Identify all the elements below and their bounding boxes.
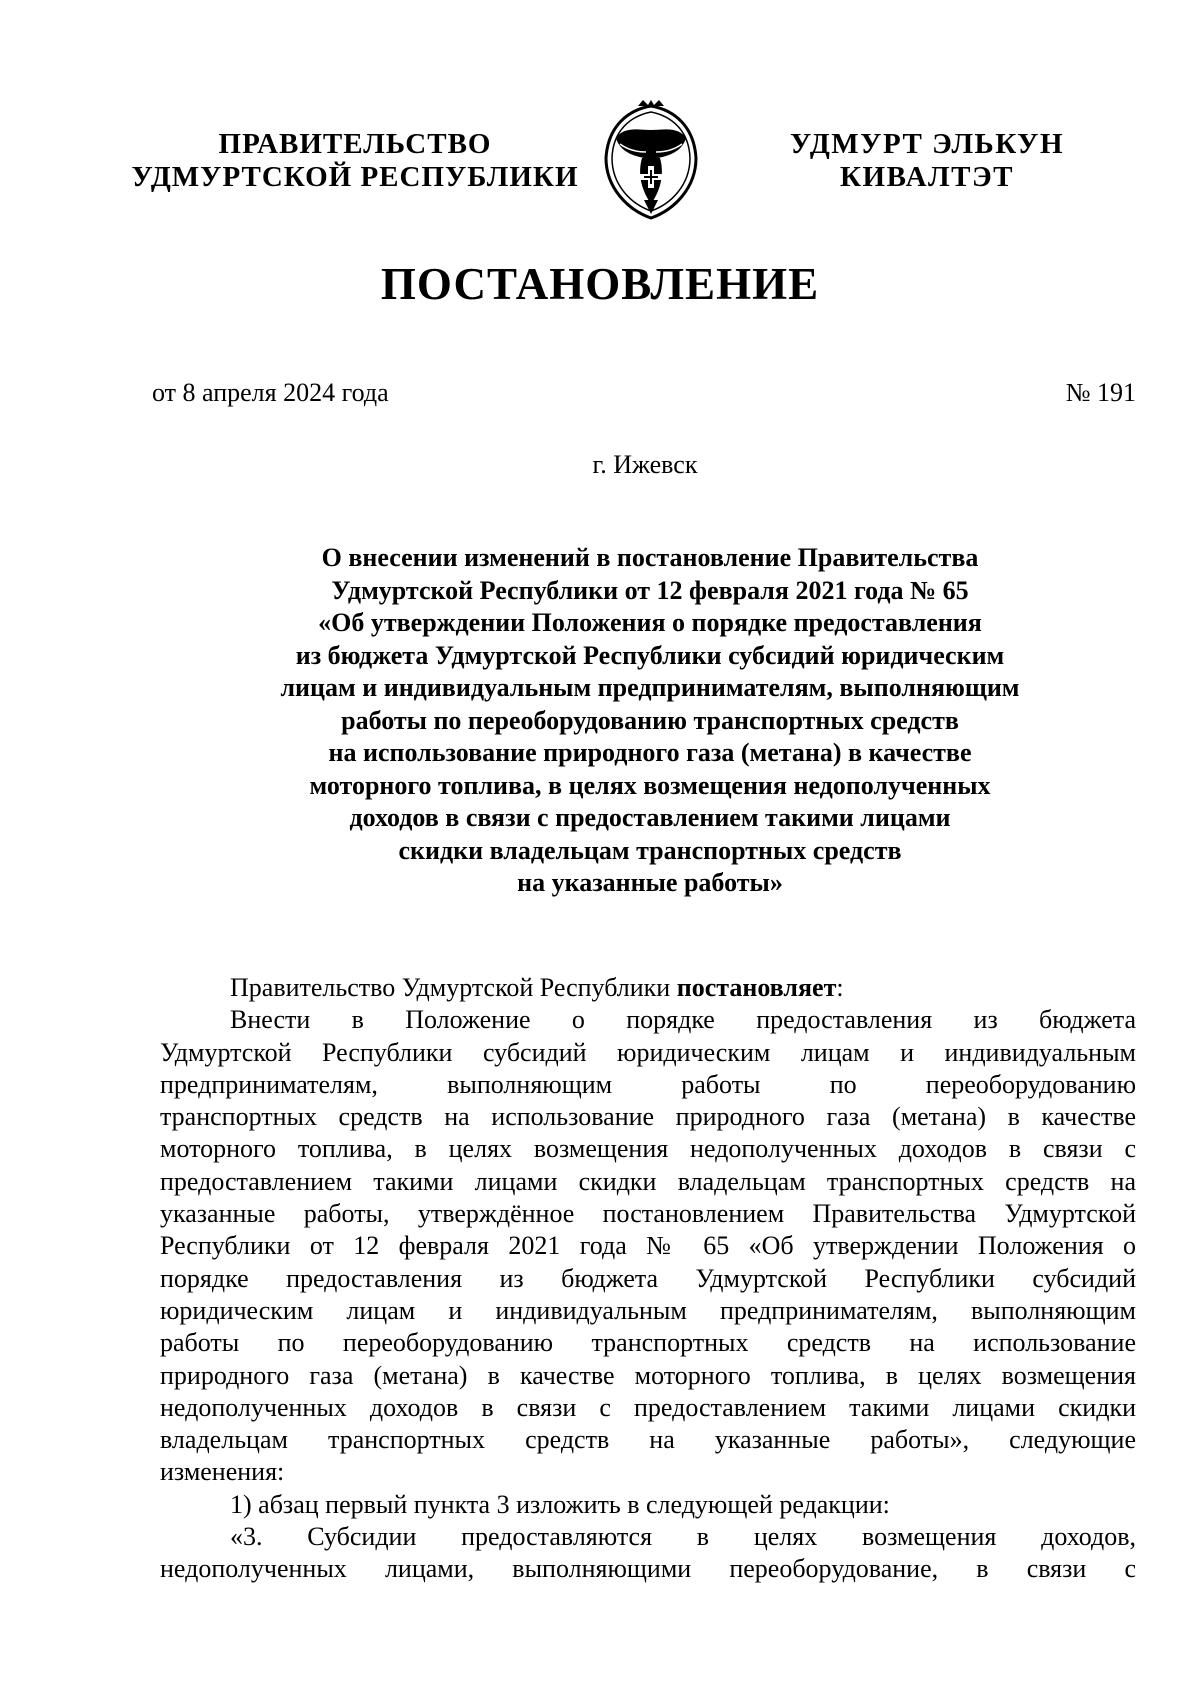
title-line: на использование природного газа (метана) в качестве: [328, 738, 972, 767]
quote-line: недополученных лицами, выполняющими переоборудование, в связи с: [160, 1554, 1136, 1584]
document-city: г. Ижевск: [592, 450, 698, 479]
title-line: моторного топлива, в целях возмещения недополученных: [309, 770, 991, 800]
paragraph-line: транспортных средств на использование природного газа (метана) в качестве: [160, 1102, 1136, 1132]
header-left-line-1: ПРАВИТЕЛЬСТВО: [218, 128, 492, 160]
header-right-line-1: УДМУРТ ЭЛЬКУН: [789, 128, 1065, 160]
paragraph-line: предоставлением такими лицами скидки владельцам транспортных средств на: [160, 1166, 1136, 1196]
title-line: из бюджета Удмуртской Республики субсидий юридическим: [295, 640, 1005, 670]
document-date: от 8 апреля 2024 года: [152, 378, 389, 407]
item-1-line: 1) абзац первый пункта 3 изложить в следующей редакции:: [230, 1489, 890, 1519]
header-left-line-2: УДМУРТСКОЙ РЕСПУБЛИКИ: [131, 161, 579, 193]
title-line: работы по переоборудованию транспортных средств: [341, 705, 959, 735]
paragraph-line: изменения:: [160, 1457, 285, 1487]
title-line: Удмуртской Республики от 12 февраля 2021 года № 65: [331, 575, 969, 605]
document-body: [160, 972, 1136, 1586]
paragraph-line: юридическим лицам и индивидуальным предпринимателям, выполняющим: [160, 1295, 1136, 1325]
title-line: доходов в связи с предоставлением такими лицами: [349, 803, 951, 832]
paragraph-line: моторного топлива, в целях возмещения недополученных доходов в связи с: [160, 1134, 1136, 1164]
title-line: О внесении изменений в постановление Правительства: [321, 543, 979, 572]
document-title: [160, 542, 1140, 900]
header-left-org: [120, 128, 590, 194]
coat-of-arms-icon: [598, 100, 704, 222]
quote-line: «3. Субсидии предоставляются в целях возмещения доходов,: [230, 1522, 1136, 1552]
title-line: скидки владельцам транспортных средств: [398, 835, 902, 865]
paragraph-line: порядке предоставления из бюджета Удмуртской Республики субсидий: [160, 1263, 1136, 1293]
paragraph-line: предпринимателям, выполняющим работы по переоборудованию: [160, 1069, 1136, 1099]
title-line: «Об утверждении Положения о порядке предоставления: [318, 608, 982, 637]
paragraph-line: Республики от 12 февраля 2021 года № 65 «Об утверждении Положения о: [160, 1231, 1136, 1261]
paragraph-line: природного газа (метана) в качестве моторного топлива, в целях возмещения: [160, 1360, 1136, 1390]
title-line: на указанные работы»: [517, 868, 783, 897]
paragraph-line: указанные работы, утверждённое постановлением Правительства Удмуртской: [160, 1199, 1136, 1229]
intro-text: Правительство Удмуртской Республики: [230, 973, 671, 1002]
title-line: лицам и индивидуальным предпринимателям, выполняющим: [280, 673, 1020, 702]
document-number: № 191: [1065, 378, 1136, 407]
paragraph-line: Удмуртской Республики субсидий юридическим лицам и индивидуальным: [160, 1037, 1136, 1067]
paragraph-line: владельцам транспортных средств на указанные работы», следующие: [160, 1425, 1136, 1455]
paragraph-line: недополученных доходов в связи с предоставлением такими лицами скидки: [160, 1392, 1136, 1422]
paragraph-line: работы по переоборудованию транспортных средств на использование: [160, 1328, 1136, 1358]
intro-bold-text: постановляет: [676, 973, 837, 1002]
intro-end: :: [836, 973, 844, 1002]
document-type: ПОСТАНОВЛЕНИЕ: [380, 259, 820, 309]
header-right-line-2: КИВАЛТЭТ: [839, 161, 1014, 193]
paragraph-line: Внести в Положение о порядке предоставления из бюджета: [230, 1005, 1136, 1035]
intro-line: [160, 972, 1136, 1004]
header-right-org: [772, 128, 1082, 194]
